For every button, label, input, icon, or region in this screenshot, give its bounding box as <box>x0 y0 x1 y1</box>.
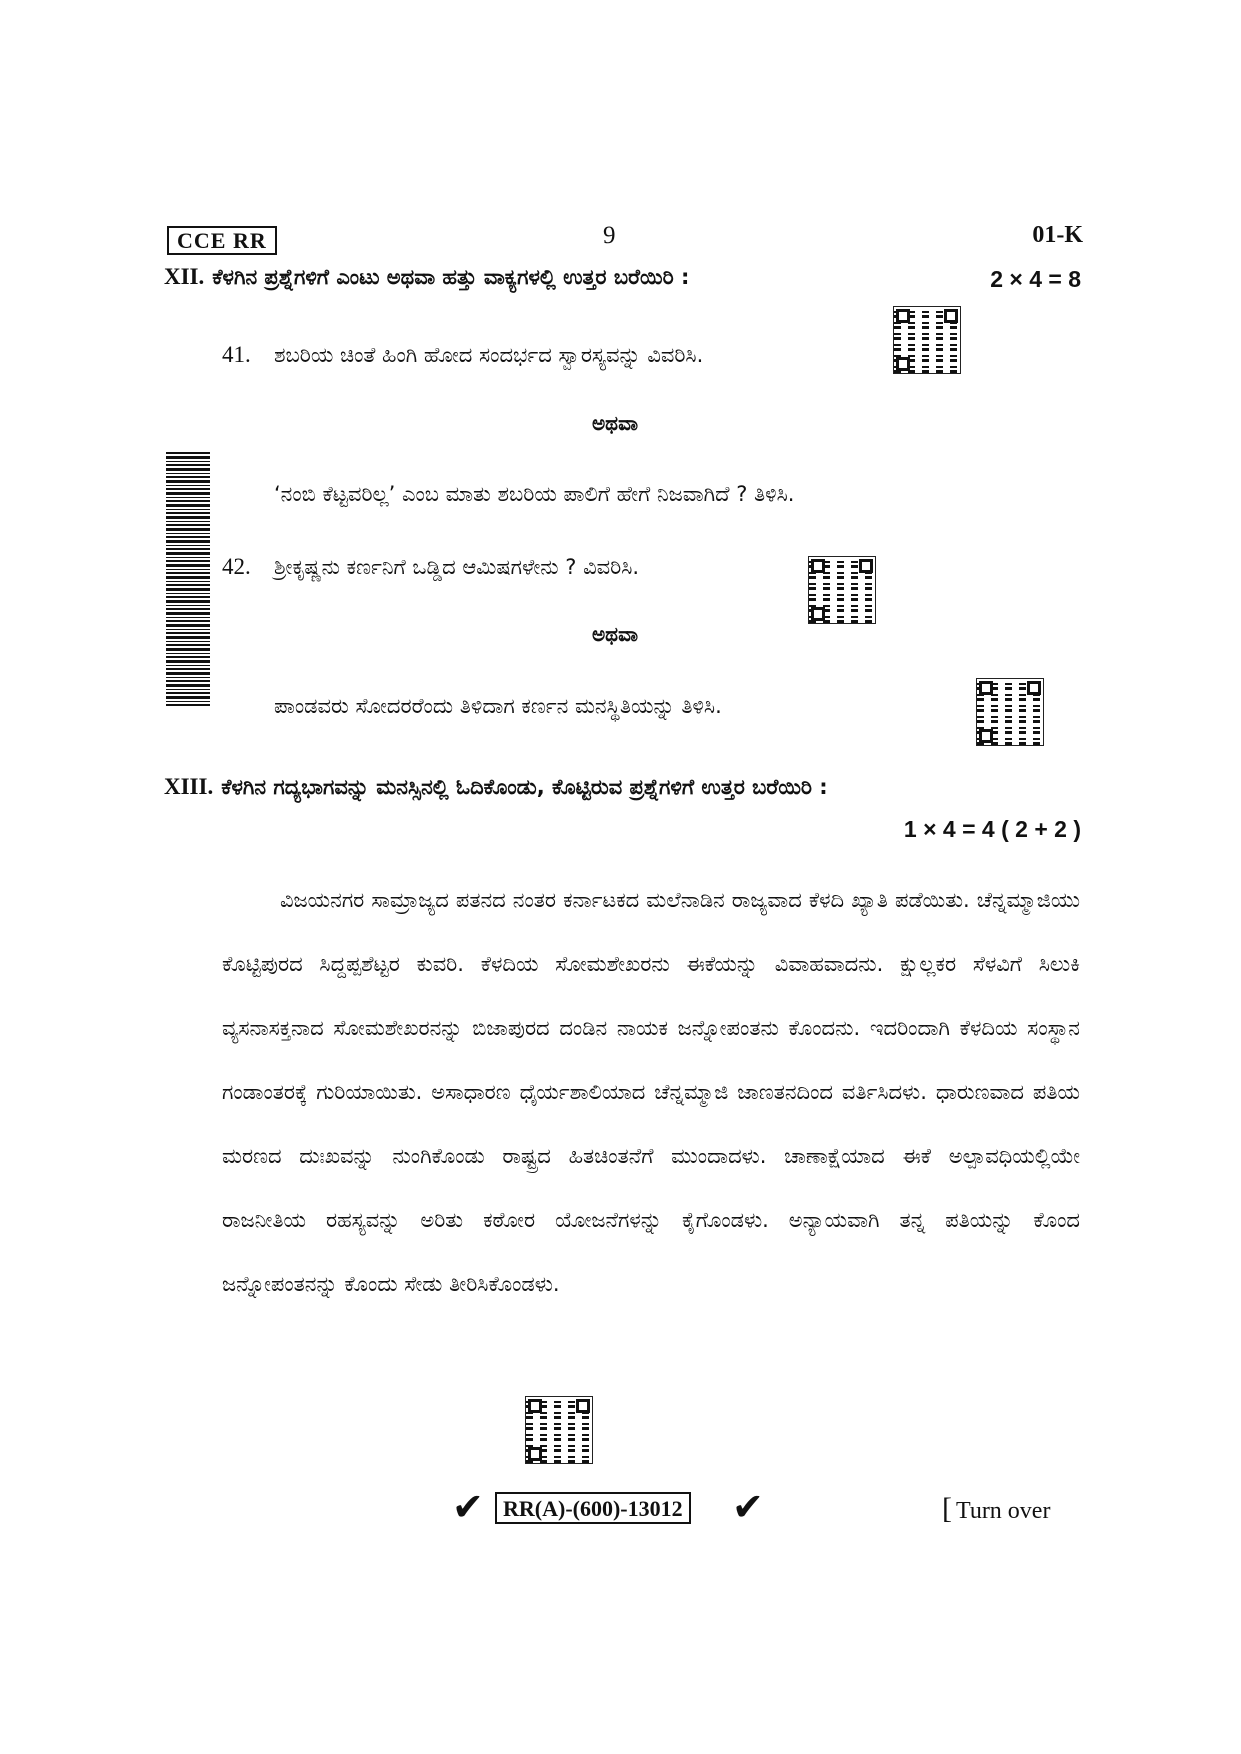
question-41-number: 41. <box>222 342 251 367</box>
section-xii-marks: 2 × 4 = 8 <box>990 266 1081 292</box>
section-xiii-number: XIII. <box>164 774 214 799</box>
or-label-42: ಅಥವಾ <box>592 622 638 646</box>
section-xii-instruction: ಕೆಳಗಿನ ಪ್ರಶ್ನೆಗಳಿಗೆ ಎಂಟು ಅಥವಾ ಹತ್ತು ವಾಕ್ಯಗಳಲ್ಲಿ ಉತ್ತರ ಬರೆಯಿರಿ : <box>212 265 690 289</box>
reading-passage: ವಿಜಯನಗರ ಸಾಮ್ರಾಜ್ಯದ ಪತನದ ನಂತರ ಕರ್ನಾಟಕದ ಮಲೆನಾಡಿನ ರಾಜ್ಯವಾದ ಕೆಳದಿ ಖ್ಯಾತಿ ಪಡೆಯಿತು. ಚೆನ್ನಮ್ಮಾಜಿಯು ಕೊಟ್ಟಿಪುರದ ಸಿದ್ದಪ್ಪಶೆಟ್ಟರ ಕುವರಿ. ಕೆಳದಿಯ ಸೋಮಶೇಖರನು ಈಕೆಯನ್ನು ವಿವಾಹವಾದನು. ಕ್ಷುಲ್ಲಕರ ಸೆಳವಿಗೆ ಸಿಲುಕಿ ವ್ಯಸನಾಸಕ್ತನಾದ ಸೋಮಶೇಖರನನ್ನು ಬಿಜಾಪುರದ ದಂಡಿನ ನಾಯಕ ಜನ್ನೋಪಂತನು ಕೊಂದನು. ಇದರಿಂದಾಗಿ ಕೆಳದಿಯ ಸಂಸ್ಥಾನ ಗಂಡಾಂತರಕ್ಕೆ ಗುರಿಯಾಯಿತು. ಅಸಾಧಾರಣ ಧೈರ್ಯಶಾಲಿಯಾದ ಚೆನ್ನಮ್ಮಾಜಿ ಜಾಣತನದಿಂದ ವರ್ತಿಸಿದಳು. ಧಾರುಣವಾದ ಪತಿಯ ಮರಣದ ದುಃಖವನ್ನು ನುಂಗಿಕೊಂಡು ರಾಷ್ಟ್ರದ ಹಿತಚಿಂತನೆಗೆ ಮುಂದಾದಳು. ಚಾಣಾಕ್ಷೆಯಾದ ಈಕೆ ಅಲ್ಪಾವಧಿಯಲ್ಲಿಯೇ ರಾಜನೀತಿಯ ರಹಸ್ಯವನ್ನು ಅರಿತು ಕಠೋರ ಯೋಜನೆಗಳನ್ನು ಕೈಗೊಂಡಳು. ಅನ್ಯಾಯವಾಗಿ ತನ್ನ ಪತಿಯನ್ನು ಕೊಂದ ಜನ್ನೋಪಂತನನ್ನು ಕೊಂದು ಸೇಡು ತೀರಿಸಿಕೊಂಡಳು. <box>222 888 1080 1296</box>
qr-code-icon <box>976 678 1044 746</box>
section-xiii-instruction: ಕೆಳಗಿನ ಗದ್ಯಭಾಗವನ್ನು ಮನಸ್ಸಿನಲ್ಲಿ ಓದಿಕೊಂಡು, ಕೊಟ್ಟಿರುವ ಪ್ರಶ್ನೆಗಳಿಗೆ ಉತ್ತರ ಬರೆಯಿರಿ : <box>221 775 828 799</box>
turn-over-note <box>942 1492 1050 1526</box>
page-number: 9 <box>603 222 616 249</box>
question-41-text: ಶಬರಿಯ ಚಿಂತೆ ಹಿಂಗಿ ಹೋದ ಸಂದರ್ಭದ ಸ್ವಾರಸ್ಯವನ್ನು ವಿವರಿಸಿ. <box>274 343 704 367</box>
barcode-icon <box>166 452 210 706</box>
section-xiii-marks: 1 × 4 = 4 ( 2 + 2 ) <box>903 816 1081 842</box>
check-mark-icon: ✔ <box>452 1485 484 1529</box>
paper-code: 01-K <box>1032 222 1083 248</box>
series-code-box: CCE RR <box>167 226 277 255</box>
qr-code-icon <box>893 306 961 374</box>
or-label-41: ಅಥವಾ <box>592 411 638 435</box>
section-xii-heading <box>164 264 689 290</box>
question-42 <box>222 554 639 580</box>
section-xiii-heading <box>164 774 828 800</box>
question-41-alternative: ‘ನಂಬಿ ಕೆಟ್ಟವರಿಲ್ಲ’ ಎಂಬ ಮಾತು ಶಬರಿಯ ಪಾಲಿಗೆ ಹೇಗೆ ನಿಜವಾಗಿದೆ ? ತಿಳಿಸಿ. <box>274 482 795 506</box>
qr-code-icon <box>808 556 876 624</box>
section-xii-number: XII. <box>164 264 205 289</box>
qr-code-icon <box>525 1396 593 1464</box>
paper-serial-code: RR(A)-(600)-13012 <box>495 1492 691 1524</box>
turn-over-bracket: [ <box>942 1492 952 1525</box>
check-mark-icon: ✔ <box>732 1485 764 1529</box>
turn-over-text: Turn over <box>956 1498 1051 1524</box>
question-42-text: ಶ್ರೀಕೃಷ್ಣನು ಕರ್ಣನಿಗೆ ಒಡ್ಡಿದ ಆಮಿಷಗಳೇನು ? ವಿವರಿಸಿ. <box>274 555 640 579</box>
question-42-alternative: ಪಾಂಡವರು ಸೋದರರೆಂದು ತಿಳಿದಾಗ ಕರ್ಣನ ಮನಸ್ಥಿತಿಯನ್ನು ತಿಳಿಸಿ. <box>274 694 722 718</box>
question-41 <box>222 342 703 368</box>
question-42-number: 42. <box>222 554 251 579</box>
